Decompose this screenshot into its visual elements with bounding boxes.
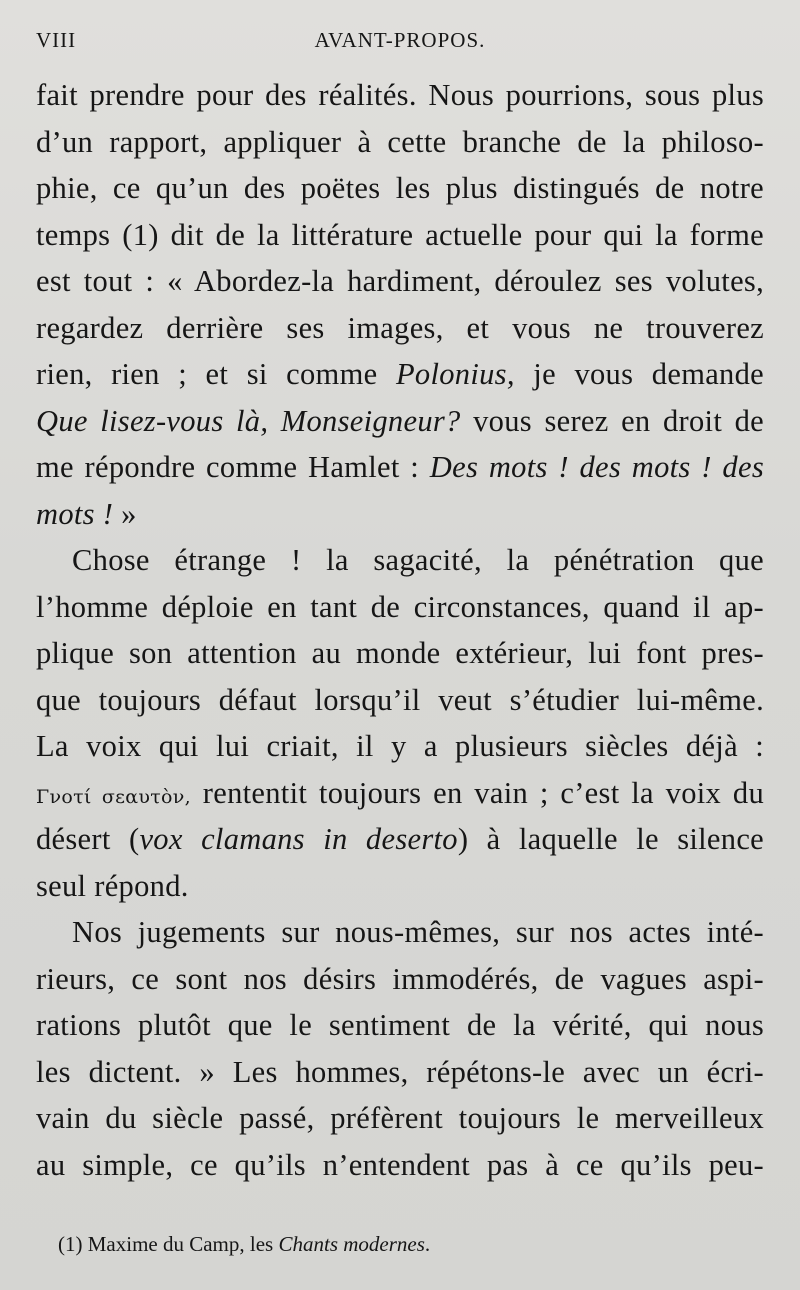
text-line bbox=[36, 770, 764, 817]
text-line: plique son attention au monde extérieur, lui font pres- bbox=[36, 636, 764, 670]
page-header bbox=[36, 28, 764, 58]
text-run: me répondre comme Hamlet : bbox=[36, 450, 430, 484]
italic-run: vox clamans in deserto bbox=[139, 822, 458, 856]
text-run: rententit toujours en vain ; c’est la voix du bbox=[191, 775, 765, 810]
text-run: je vous demande bbox=[514, 357, 764, 391]
text-line: regardez derrière ses images, et vous ne trouverez bbox=[36, 310, 764, 345]
text-line bbox=[36, 444, 764, 491]
text-line: seul répond. bbox=[36, 868, 189, 903]
paragraph-start: Chose étrange ! la sagacité, la pénétration que bbox=[72, 543, 764, 577]
page-number: VIII bbox=[36, 28, 77, 52]
footnote-text: Maxime du Camp, les bbox=[82, 1232, 279, 1256]
footnote-marker: (1) bbox=[58, 1232, 83, 1256]
text-line: l’homme déploie en tant de circonstances, quand il ap- bbox=[36, 589, 764, 624]
text-run: ) à laquelle le silence bbox=[457, 822, 764, 856]
body-text bbox=[36, 72, 764, 1188]
paragraph-start: Nos jugements sur nous-mêmes, sur nos actes inté- bbox=[72, 915, 764, 949]
italic-run: Que lisez-vous là, Monseigneur? bbox=[36, 403, 461, 438]
text-line: vain du siècle passé, préfèrent toujours le merveilleux bbox=[36, 1101, 764, 1135]
text-line: que toujours défaut lorsqu’il veut s’étudier lui-même. bbox=[36, 682, 764, 717]
text-line: La voix qui lui criait, il y a plusieurs siècles déjà : bbox=[36, 729, 764, 763]
text-line: temps (1) dit de la littérature actuelle pour qui la forme bbox=[36, 217, 764, 252]
text-line: est tout : « Abordez-la hardiment, déroulez ses volutes, bbox=[36, 264, 764, 298]
footnote bbox=[58, 1232, 430, 1257]
italic-run: Des mots ! des mots ! des bbox=[429, 450, 764, 484]
greek-run: Γνοτί σεαυτὸν, bbox=[36, 785, 191, 808]
text-line: rieurs, ce sont nos désirs immodérés, de vagues aspi- bbox=[36, 961, 764, 996]
text-line: d’un rapport, appliquer à cette branche de la philoso- bbox=[36, 124, 764, 159]
running-title: AVANT-PROPOS. bbox=[314, 28, 486, 52]
text-run: rien, rien ; et si comme bbox=[36, 357, 396, 391]
italic-run: Polonius, bbox=[395, 357, 515, 391]
text-line: rations plutôt que le sentiment de la vérité, qui nous bbox=[36, 1008, 764, 1042]
text-line bbox=[36, 816, 764, 863]
text-line bbox=[36, 351, 764, 398]
text-run: désert ( bbox=[36, 822, 140, 856]
text-line bbox=[36, 398, 764, 445]
footnote-end: . bbox=[424, 1232, 431, 1256]
text-line: fait prendre pour des réalités. Nous pourrions, sous plus bbox=[36, 78, 764, 112]
text-run: vous serez en droit de bbox=[460, 403, 764, 438]
text-line: au simple, ce qu’ils n’entendent pas à ce qu’ils peu- bbox=[36, 1147, 764, 1182]
footnote-title: Chants modernes bbox=[278, 1232, 425, 1256]
text-line: les dictent. » Les hommes, répétons-le avec un écri- bbox=[36, 1054, 764, 1089]
italic-run: mots ! bbox=[36, 496, 114, 531]
text-run: » bbox=[113, 496, 137, 531]
text-line: phie, ce qu’un des poëtes les plus distingués de notre bbox=[36, 171, 764, 205]
text-line bbox=[36, 491, 764, 538]
